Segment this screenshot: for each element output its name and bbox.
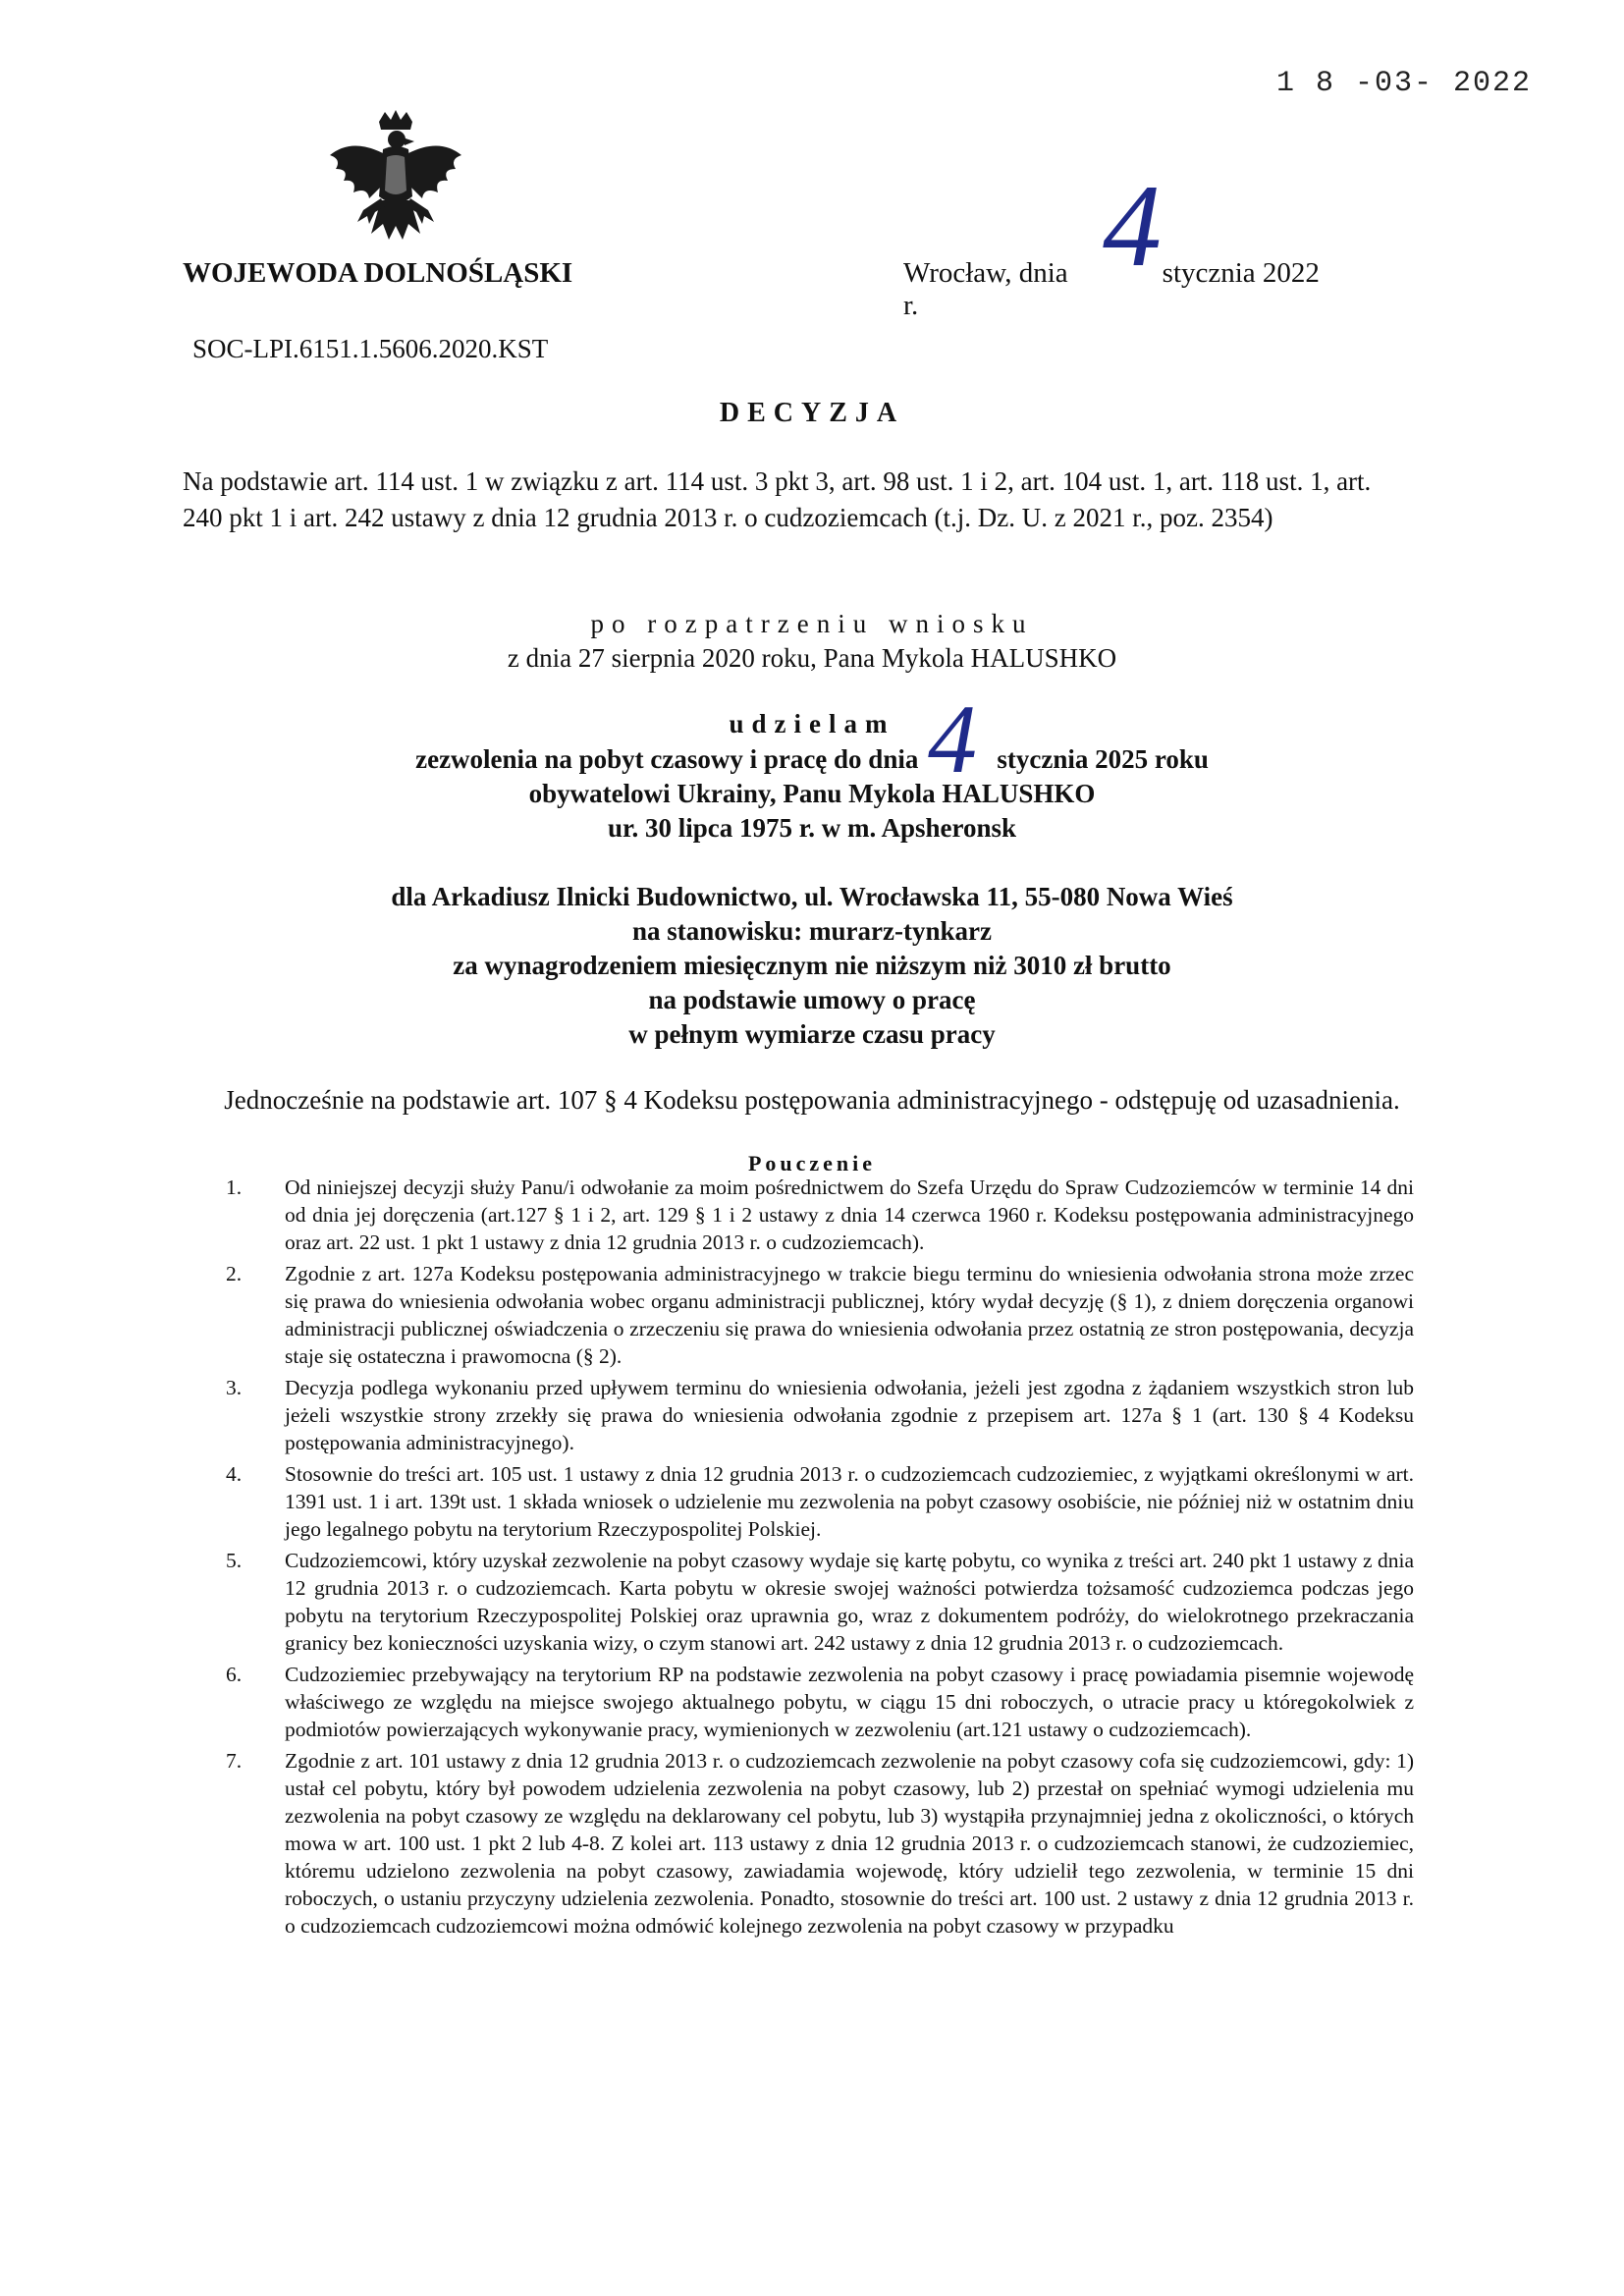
birth-line: ur. 30 lipca 1975 r. w m. Apsheronsk xyxy=(607,813,1017,843)
decision-title: DECYZJA xyxy=(719,398,905,428)
handwritten-day-text: 4 xyxy=(1103,160,1162,285)
place-date-prefix: Wrocław, dnia xyxy=(903,257,1068,289)
citizen-line: obywatelowi Ukrainy, Panu Mykola HALUSHKO xyxy=(528,779,1096,808)
instruction-heading: Pouczenie xyxy=(747,1151,877,1175)
place-date-suffix: stycznia 2022 r. xyxy=(903,257,1320,321)
reference-number: SOC-LPI.6151.1.5606.2020.KST xyxy=(192,334,549,363)
instruction-item: 7. Zgodnie z art. 101 ustawy z dnia 12 grudnia 2013 r. o cudzoziemcach zezwolenie na pobyt czasowy cofa się cudzoziemcowi, gdy: 1) ustał cel pobytu, który był powodem udzielenia zezwolenia na pobyt czasowy, lub 2) przestał on spełniać wymogi udzielenia mu zezwolenia na pobyt czasowy ze względu na deklarowany cel pobytu, lub 3) wystąpiła przynajmniej jedna z okoliczności, o których mowa w art. 100 ust. 1 pkt 2 lub 4-8. Z kolei art. 113 ustawy z dnia 12 grudnia 2013 r. o cudzoziemcach stanowi, że cudzoziemiec, któremu udzielono zezwolenia na pobyt czasowy, zawiadamia wojewodę, który udzielił tego zezwolenia, w terminie 15 dni roboczych, o ustaniu przyczyny udzielenia zezwolenia. Ponadto, stosownie do treści art. 100 ust. 2 ustawy z dnia 12 grudnia 2013 r. o cudzoziemcach cudzoziemcowi można odmówić kolejnego zezwolenia na pobyt czasowy w przypadku xyxy=(226,1749,1414,1938)
permit-prefix: zezwolenia na pobyt czasowy i pracę do dnia xyxy=(415,744,919,774)
polish-eagle-emblem-icon xyxy=(322,108,469,255)
permit-line xyxy=(0,744,1624,775)
received-stamp-date: 1 8 -03- 2022 xyxy=(1276,67,1533,100)
instruction-list xyxy=(226,1174,1414,1943)
instruction-item: 5. Cudzoziemcowi, który uzyskał zezwolenie na pobyt czasowy wydaje się kartę pobytu, co wynika z treści art. 240 pkt 1 ustawy z dnia 12 grudnia 2013 r. o cudzoziemcach. Karta pobytu w okresie swojej ważności potwierdza tożsamość cudzoziemca podczas jego pobytu na terytorium Rzeczypospolitej Polskiej oraz uprawnia go, wraz z dokumentem podróży, do wielokrotnego przekraczania granicy bez konieczności uzyskania wizy, o czym stanowi art. 242 ustawy z dnia 12 grudnia 2013 r. o cudzoziemcach. xyxy=(226,1549,1414,1655)
justification-waiver: Jednocześnie na podstawie art. 107 § 4 Kodeksu postępowania administracyjnego - odstępuję od uzasadnienia. xyxy=(224,1085,1400,1115)
application-line: z dnia 27 sierpnia 2020 roku, Pana Mykola HALUSHKO xyxy=(507,643,1117,673)
grant-heading: udzielam xyxy=(729,709,895,738)
instruction-item: 4. Stosownie do treści art. 105 ust. 1 ustawy z dnia 12 grudnia 2013 r. o cudzoziemcach cudzoziemiec, z wyjątkami określonymi w art. 1391 ust. 1 i art. 139t ust. 1 składa wniosek o udzielenie mu zezwolenia na pobyt czasowy osobiście, nie później niż w ostatnim dniu jego legalnego pobytu na terytorium Rzeczypospolitej Polskiej. xyxy=(226,1462,1414,1541)
handwritten-permit-day-text: 4 xyxy=(928,687,977,786)
contract-line: na podstawie umowy o pracę xyxy=(648,985,976,1014)
instruction-item: 3. Decyzja podlega wykonaniu przed upływem terminu do wniesienia odwołania, jeżeli jest zgodna z żądaniem wszystkich stron lub jeżeli wszystkie strony zrzekły się prawa do wniesienia odwołania zgodnie z przepisem art. 127a § 1 (art. 130 § 4 Kodeksu postępowania administracyjnego). xyxy=(226,1376,1414,1454)
issuer-name: WOJEWODA DOLNOŚLĄSKI xyxy=(183,257,573,289)
employer-line: dla Arkadiusz Ilnicki Budownictwo, ul. Wrocławska 11, 55-080 Nowa Wieś xyxy=(391,882,1233,911)
instruction-item: 6. Cudzoziemiec przebywający na terytorium RP na podstawie zezwolenia na pobyt czasowy i pracę powiadamia pisemnie wojewodę właściwego ze względu na miejsce swojego aktualnego pobytu, w ciągu 15 dni roboczych, o utracie pracy u któregokolwiek z podmiotów powierzających wykonywanie pracy, wymienionych w zezwoleniu (art.121 ustawy o cudzoziemcach). xyxy=(226,1663,1414,1741)
legal-basis: Na podstawie art. 114 ust. 1 w związku z art. 114 ust. 3 pkt 3, art. 98 ust. 1 i 2, art. 104 ust. 1, art. 118 ust. 1, art. 240 pkt 1 i art. 242 ustawy z dnia 12 grudnia 2013 r. o cudzoziemcach (t.j. Dz. U. z 2021 r., poz. 2354) xyxy=(183,466,1372,532)
salary-line: za wynagrodzeniem miesięcznym nie niższym niż 3010 zł brutto xyxy=(453,951,1171,980)
instruction-item: 2. Zgodnie z art. 127a Kodeksu postępowania administracyjnego w trakcie biegu terminu do wniesienia odwołania strona może zrzec się prawa do wniesienia odwołania wobec organu administracji publicznej, który wydał decyzję (§ 1), z dniem doręczenia organowi administracji publicznej oświadczenia o zrzeczeniu się prawa do wniesienia odwołania przez ostatnią ze stron postępowania, decyzja staje się ostateczna i prawomocna (§ 2). xyxy=(226,1262,1414,1368)
worktime-line: w pełnym wymiarze czasu pracy xyxy=(628,1019,996,1049)
handwritten-day-mark xyxy=(1085,157,1193,285)
position-line: na stanowisku: murarz-tynkarz xyxy=(631,916,992,946)
instruction-item: 1. Od niniejszej decyzji służy Panu/i odwołanie za moim pośrednictwem do Szefa Urzędu do Spraw Cudzoziemców w terminie 14 dni od dnia jej doręczenia (art.127 § 1 i 2, art. 129 § 1 i 2 ustawy z dnia 14 czerwca 1960 r. Kodeksu postępowania administracyjnego oraz art. 22 ust. 1 pkt 1 ustawy z dnia 12 grudnia 2013 r. o cudzoziemcach). xyxy=(226,1175,1414,1254)
permit-suffix: stycznia 2025 roku xyxy=(997,744,1209,774)
after-review-heading: po rozpatrzeniu wniosku xyxy=(590,609,1034,638)
